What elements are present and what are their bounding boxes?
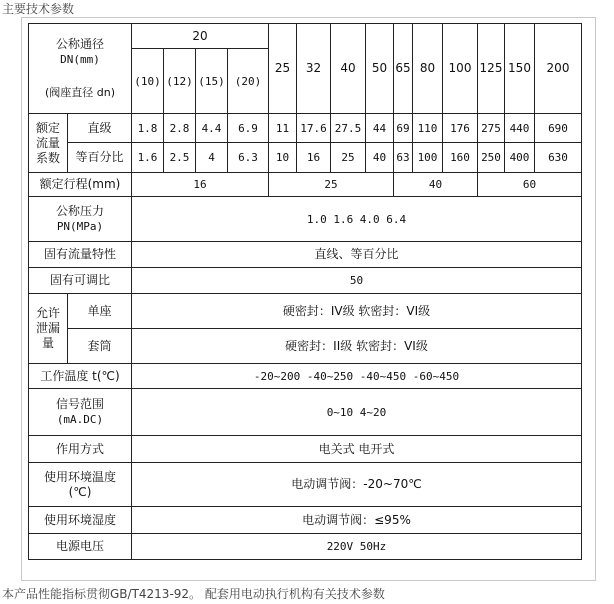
seat-dn-10: (10) bbox=[132, 49, 163, 113]
linear-value: 27.5 bbox=[331, 114, 365, 142]
dn-20-header: 20 bbox=[132, 24, 268, 48]
equal-value: 1.6 bbox=[132, 143, 163, 172]
signal-range-value: 0~10 4~20 bbox=[132, 389, 581, 435]
cage-label: 套筒 bbox=[68, 329, 131, 363]
equal-value: 40 bbox=[366, 143, 393, 172]
dn-80: 80 bbox=[413, 24, 442, 113]
power-value: 220V 50Hz bbox=[132, 534, 581, 559]
leakage-label: 允许 泄漏 量 bbox=[29, 294, 67, 363]
equal-percentage-label: 等百分比 bbox=[68, 143, 131, 172]
equal-value: 2.5 bbox=[164, 143, 195, 172]
stroke-value: 25 bbox=[269, 173, 393, 196]
linear-value: 44 bbox=[366, 114, 393, 142]
equal-value: 630 bbox=[535, 143, 581, 172]
seat-dn-15: (15) bbox=[196, 49, 227, 113]
dn-40: 40 bbox=[331, 24, 365, 113]
spec-frame bbox=[21, 17, 596, 581]
linear-value: 4.4 bbox=[196, 114, 227, 142]
equal-value: 6.3 bbox=[228, 143, 268, 172]
equal-value: 16 bbox=[297, 143, 330, 172]
flow-characteristic-label: 固有流量特性 bbox=[29, 242, 131, 267]
ambient-humidity-value: 电动调节阀：≤95% bbox=[132, 507, 581, 533]
power-label: 电源电压 bbox=[29, 534, 131, 559]
equal-value: 160 bbox=[443, 143, 477, 172]
stroke-value: 40 bbox=[394, 173, 477, 196]
linear-value: 176 bbox=[443, 114, 477, 142]
rangeability-label: 固有可调比 bbox=[29, 268, 131, 293]
linear-value: 690 bbox=[535, 114, 581, 142]
action-mode-value: 电关式 电开式 bbox=[132, 436, 581, 462]
linear-value: 6.9 bbox=[228, 114, 268, 142]
footer-note: 本产品性能指标贯彻GB/T4213-92。 配套用电动执行机构有关技术参数 bbox=[2, 587, 385, 601]
linear-value: 2.8 bbox=[164, 114, 195, 142]
linear-value: 275 bbox=[478, 114, 504, 142]
linear-value: 69 bbox=[394, 114, 412, 142]
stroke-value: 16 bbox=[132, 173, 268, 196]
linear-value: 440 bbox=[505, 114, 534, 142]
dn-25: 25 bbox=[269, 24, 296, 113]
rated-flow-label: 额定 流量 系数 bbox=[29, 114, 67, 172]
ambient-humidity-label: 使用环境湿度 bbox=[29, 507, 131, 533]
single-seat-value: 硬密封：IV级 软密封：VI级 bbox=[132, 294, 581, 328]
equal-value: 250 bbox=[478, 143, 504, 172]
linear-value: 11 bbox=[269, 114, 296, 142]
equal-value: 63 bbox=[394, 143, 412, 172]
flow-characteristic-value: 直线、等百分比 bbox=[132, 242, 581, 267]
equal-value: 25 bbox=[331, 143, 365, 172]
ambient-temp-label: 使用环境温度 (℃) bbox=[29, 463, 131, 506]
nominal-pressure-label: 公称压力 PN(MPa) bbox=[29, 197, 131, 241]
seat-dn-20: (20) bbox=[228, 49, 268, 113]
linear-value: 17.6 bbox=[297, 114, 330, 142]
rangeability-value: 50 bbox=[132, 268, 581, 293]
dn-125: 125 bbox=[478, 24, 504, 113]
linear-value: 1.8 bbox=[132, 114, 163, 142]
nominal-pressure-value: 1.0 1.6 4.0 6.4 bbox=[132, 197, 581, 241]
work-temp-label: 工作温度 t(℃) bbox=[29, 364, 131, 388]
dn-50: 50 bbox=[366, 24, 393, 113]
equal-value: 400 bbox=[505, 143, 534, 172]
spec-table bbox=[28, 23, 582, 560]
action-mode-label: 作用方式 bbox=[29, 436, 131, 462]
nominal-diameter-label: 公称通径 DN(mm) (阀座直径 dn) bbox=[29, 24, 131, 113]
linear-value: 110 bbox=[413, 114, 442, 142]
dn-150: 150 bbox=[505, 24, 534, 113]
cage-value: 硬密封：II级 软密封：VI级 bbox=[132, 329, 581, 363]
dn-200: 200 bbox=[535, 24, 581, 113]
single-seat-label: 单座 bbox=[68, 294, 131, 328]
page-title: 主要技术参数 bbox=[2, 2, 75, 16]
linear-label: 直级 bbox=[68, 114, 131, 142]
equal-value: 4 bbox=[196, 143, 227, 172]
ambient-temp-value: 电动调节阀：-20~70℃ bbox=[132, 463, 581, 506]
work-temp-value: -20~200 -40~250 -40~450 -60~450 bbox=[132, 364, 581, 388]
stroke-value: 60 bbox=[478, 173, 581, 196]
equal-value: 10 bbox=[269, 143, 296, 172]
dn-65: 65 bbox=[394, 24, 412, 113]
rated-stroke-label: 额定行程(mm) bbox=[29, 173, 131, 196]
signal-range-label: 信号范围 (mA.DC) bbox=[29, 389, 131, 435]
dn-100: 100 bbox=[443, 24, 477, 113]
equal-value: 100 bbox=[413, 143, 442, 172]
seat-dn-12: (12) bbox=[164, 49, 195, 113]
dn-32: 32 bbox=[297, 24, 330, 113]
